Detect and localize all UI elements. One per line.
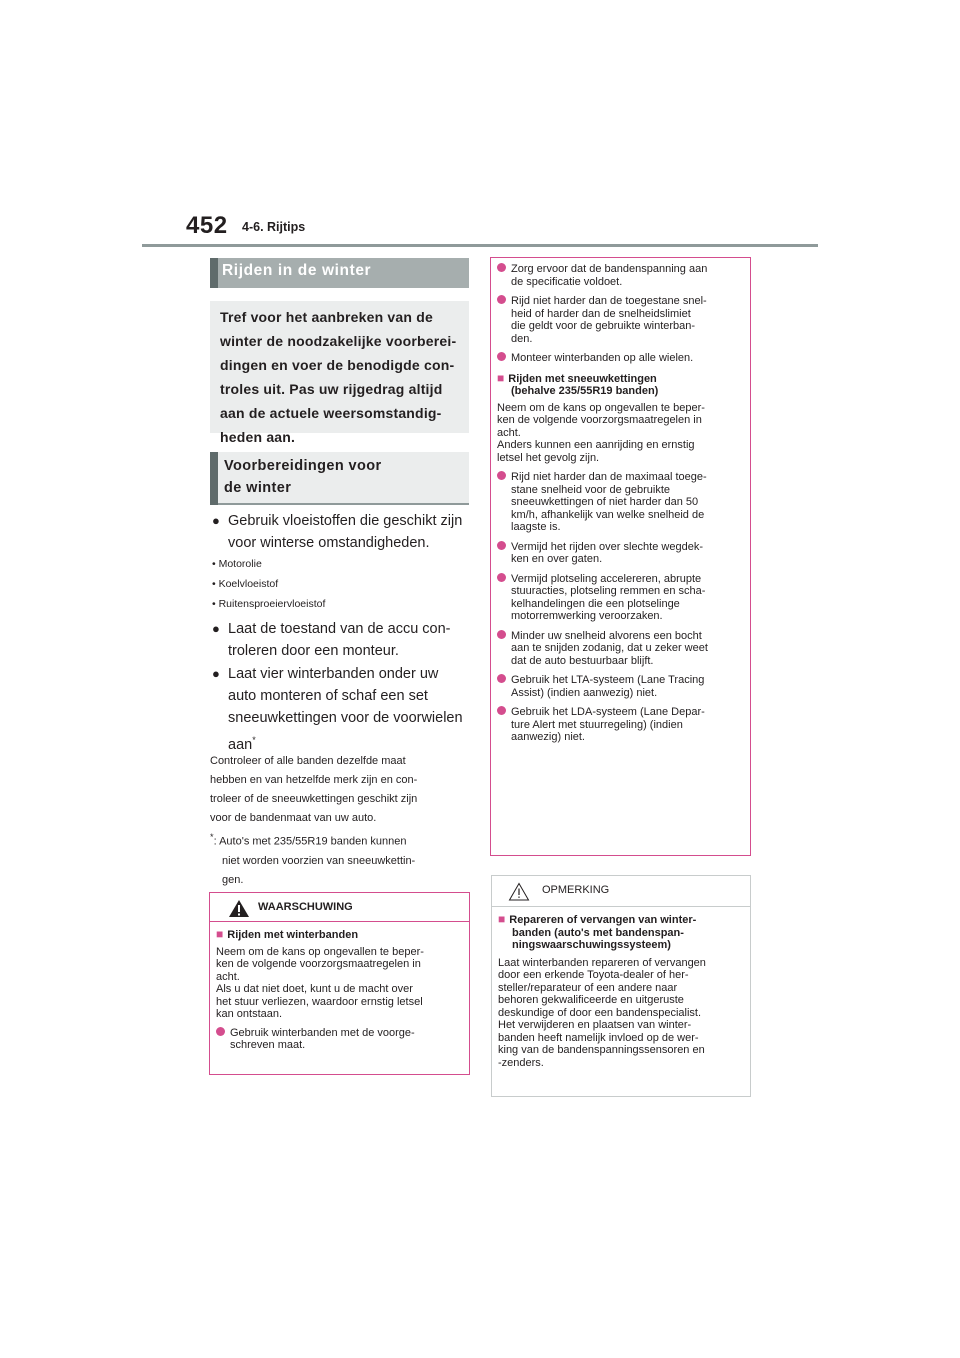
lead-line: heden aan.	[220, 429, 296, 445]
notice-line: Het verwijderen en plaatsen van winter-	[498, 1019, 692, 1031]
notice-content	[492, 907, 750, 1069]
bullet-line: auto monteren of schaf een set	[228, 688, 428, 704]
lead-line: troles uit. Pas uw rijgedrag altijd	[220, 381, 443, 397]
warning-line: het stuur verliezen, waardoor ernstig letsel	[216, 995, 423, 1008]
notice-line: Laat winterbanden repareren of vervangen	[498, 956, 706, 969]
notice-header	[492, 876, 750, 907]
notice-line: steller/reparateur of een andere naar	[498, 981, 678, 994]
list-item: • Koelvloeistof	[212, 578, 279, 590]
list-item: Minder uw snelheid alvorens een bocht aan te snijden zodanig, dat u zeker weet dat de auto bestuurbaar blijft.	[497, 630, 744, 668]
footnote-symbol: *	[210, 832, 214, 842]
bullet-line: aan*	[228, 735, 256, 753]
list-item: Rijd niet harder dan de toegestane snel- heid of harder dan de snelheidslimiet die geldt voor de gebruikte winterban- den.	[497, 295, 744, 345]
check-paragraph	[210, 752, 475, 828]
notice-heading: ■ Repareren of vervangen van winter- banden (auto's met bandenspan- ningswaarschuwingssysteem)	[498, 912, 697, 951]
footnote-marker: *	[252, 735, 256, 745]
bullet-dot-icon	[497, 674, 506, 683]
paragraph-line: voor de bandenmaat van uw auto.	[210, 812, 377, 824]
bullet-line: sneeuwkettingen voor de voorwielen	[228, 710, 463, 726]
warning-label: WAARSCHUWING	[258, 901, 353, 913]
warning-line: Neem om de kans op ongevallen te beper-	[216, 945, 424, 958]
bullet-line: Gebruik vloeistoffen die geschikt zijn	[228, 513, 463, 529]
notice-box	[491, 875, 751, 1097]
lead-line: aan de actuele weersomstandig-	[220, 405, 442, 421]
warning-line: Als u dat niet doet, kunt u de macht over	[216, 983, 413, 995]
notice-line: -zenders.	[498, 1056, 544, 1069]
notice-line: banden heeft namelijk invloed op de wer-	[498, 1031, 699, 1044]
footnote-line: gen.	[222, 873, 244, 886]
section-label: 4-6. Rijtips	[242, 220, 306, 234]
bullet-battery	[212, 618, 474, 662]
warning-line: ken de volgende voorzorgsmaatregelen in	[216, 958, 421, 970]
bullet-fluids	[212, 510, 474, 554]
page-number: 452	[186, 212, 228, 239]
notice-line: door een erkende Toyota-dealer of her-	[498, 969, 689, 981]
bullet-dot-icon	[497, 471, 506, 480]
notice-line: behoren gekwalificeerde en uitgeruste	[498, 994, 684, 1006]
bullet-dot-icon	[497, 573, 506, 582]
footnote-line: *: Auto's met 235/55R19 banden kunnen	[210, 832, 407, 848]
section-title-bar	[210, 258, 469, 288]
title-stripe	[210, 258, 218, 288]
bullet-line: Laat vier winterbanden onder uw	[228, 666, 439, 682]
paragraph-line: troleer of de sneeuwkettingen geschikt zijn	[210, 793, 418, 805]
header-rule	[142, 244, 818, 247]
square-bullet-icon: ■	[216, 927, 224, 941]
footnote-line: niet worden voorzien van sneeuwkettin-	[222, 854, 416, 867]
bullet-dot-icon	[497, 541, 506, 550]
footnote	[210, 828, 475, 890]
fluid-list	[212, 554, 325, 614]
bullet-dot-icon	[497, 263, 506, 272]
bullet-line: voor winterse omstandigheden.	[228, 535, 430, 551]
bullet-dot-icon	[497, 630, 506, 639]
warning-line: acht.	[216, 970, 240, 983]
lead-line: winter de noodzakelijke voorberei-	[220, 333, 457, 349]
bullet-dot-icon: ●	[212, 621, 220, 636]
warning-header	[210, 893, 469, 922]
caution-triangle-icon	[508, 882, 530, 901]
bullet-line: troleren door een monteur.	[228, 643, 399, 659]
chains-heading: ■ Rijden met sneeuwkettingen (behalve 235/55R19 banden)	[497, 370, 659, 397]
warning-continued-box	[490, 257, 751, 856]
subsection-title-bar	[210, 452, 469, 505]
lead-line: Tref voor het aanbreken van de	[220, 309, 433, 325]
bullet-dot-icon: ●	[212, 513, 220, 528]
chains-body: Neem om de kans op ongevallen te beper- ken de volgende voorzorgsmaatregelen in acht. Anders kunnen een aanrijding en ernstig letsel het gevolg zijn.	[497, 401, 705, 464]
paragraph-line: hebben en van hetzelfde merk zijn en con-	[210, 774, 418, 786]
notice-line: king van de bandenspanningssensoren en	[498, 1044, 705, 1056]
warning-heading: ■ Rijden met winterbanden	[216, 927, 359, 941]
square-bullet-icon: ■	[498, 912, 506, 926]
list-item: Vermijd plotseling accelereren, abrupte stuuracties, plotseling remmen en scha- kelhandelingen die een plotselinge motorremwerking veroorzaken.	[497, 573, 744, 623]
bullet-winter-tires	[212, 663, 474, 756]
warning-item: Gebruik winterbanden met de voorge- schreven maat.	[216, 1027, 463, 1052]
square-bullet-icon: ■	[497, 370, 505, 385]
list-item: Rijd niet harder dan de maximaal toege- stane snelheid voor de gebruikte sneeuwkettingen of niet harder dan 50 km/h, afhankelijk van welke snelheid de laagste is.	[497, 471, 744, 534]
notice-label: OPMERKING	[542, 884, 610, 896]
list-item: Zorg ervoor dat de bandenspanning aan de specificatie voldoet.	[497, 263, 744, 288]
warning-triangle-icon	[228, 899, 250, 918]
bullet-dot-icon: ●	[212, 666, 220, 681]
subtitle-line: de winter	[224, 480, 292, 496]
warning-content	[210, 922, 469, 1052]
notice-line: deskundige of door een bandenspecialist.	[498, 1006, 702, 1019]
list-item: Gebruik het LTA-systeem (Lane Tracing Assist) (indien aanwezig) niet.	[497, 674, 744, 699]
list-item: • Motorolie	[212, 558, 262, 570]
lead-text-box	[210, 301, 469, 445]
subsection-title	[224, 455, 382, 499]
bullet-dot-icon	[497, 706, 506, 715]
subtitle-stripe	[210, 452, 218, 505]
bullet-line: Laat de toestand van de accu con-	[228, 621, 451, 637]
warning-box	[209, 892, 470, 1075]
list-item: • Ruitensproeiervloeistof	[212, 598, 326, 610]
subtitle-line: Voorbereidingen voor	[224, 458, 382, 474]
bullet-dot-icon	[497, 352, 506, 361]
bullet-dot-icon	[216, 1027, 225, 1036]
section-title: Rijden in de winter	[222, 262, 372, 279]
lead-line: dingen en voer de benodigde con-	[220, 357, 455, 373]
list-item: Monteer winterbanden op alle wielen.	[497, 352, 744, 365]
paragraph-line: Controleer of alle banden dezelfde maat	[210, 755, 406, 767]
warning-line: kan ontstaan.	[216, 1008, 283, 1020]
bullet-dot-icon	[497, 295, 506, 304]
list-item: Gebruik het LDA-systeem (Lane Depar- ture Alert met stuurregeling) (indien aanwezig) niet.	[497, 706, 744, 744]
list-item: Vermijd het rijden over slechte wegdek- ken en over gaten.	[497, 541, 744, 566]
